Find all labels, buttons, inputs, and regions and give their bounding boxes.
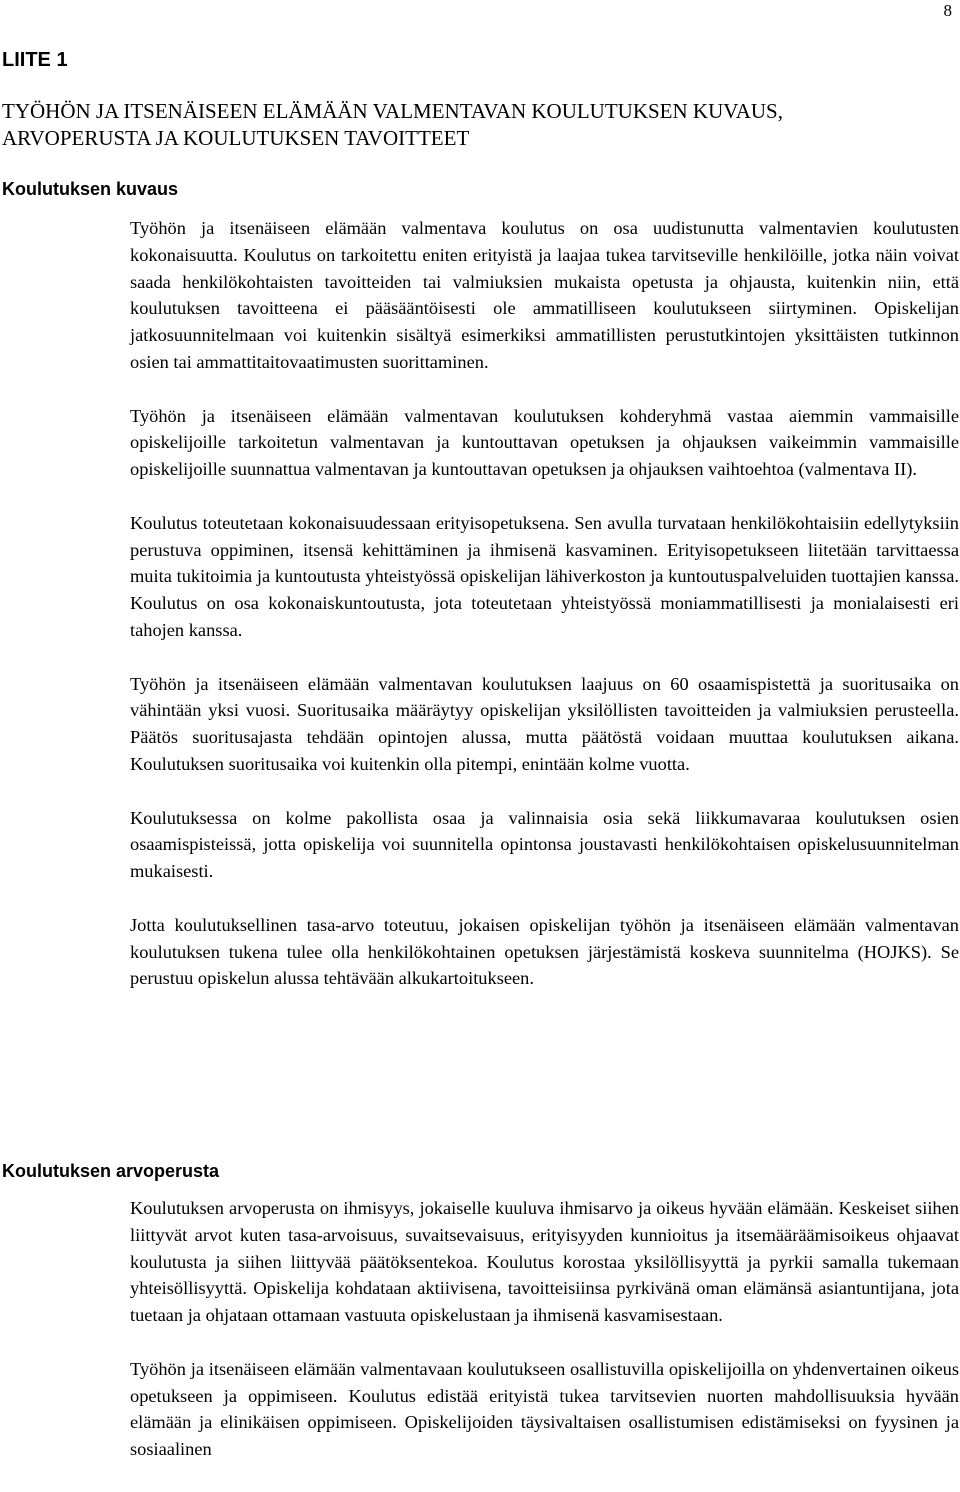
title-line-1: TYÖHÖN JA ITSENÄISEEN ELÄMÄÄN VALMENTAVAN KOULUTUKSEN KUVAUS, (2, 99, 783, 123)
document-title (2, 98, 952, 152)
paragraph: Koulutus toteutetaan kokonaisuudessaan erityisopetuksena. Sen avulla turvataan henkilökohtaisiin edellytyksiin perustuva oppiminen, itsensä kehittäminen ja ihmisenä kasvaminen. Erityisopetukseen liitetään tarvittaessa muita tukitoimia ja kuntoutusta yhteistyössä opiskelijan lähiverkoston ja kuntoutuspalveluiden tuottajien kanssa. Koulutus on osa kokonaiskuntoutusta, jota toteutetaan yhteistyössä moniammatillisesti ja monialaisesti eri tahojen kanssa. (130, 512, 959, 640)
section-body-koulutuksen-arvoperusta (130, 1195, 959, 1463)
appendix-label: LIITE 1 (2, 49, 68, 71)
paragraph: Työhön ja itsenäiseen elämään valmentavan koulutuksen kohderyhmä vastaa aiemmin vammaisille opiskelijoille tarkoitetun valmentavan ja kuntouttavan opetuksen ja ohjauksen vaikeimmin vammaisille opiskelijoille suunnattua valmentavan ja kuntouttavan opetuksen ja ohjauksen vaihtoehtoa (valmentava II). (130, 405, 959, 480)
paragraph: Jotta koulutuksellinen tasa-arvo toteutuu, jokaisen opiskelijan työhön ja itsenäiseen elämään valmentavan koulutuksen tukena tulee olla henkilökohtainen opetuksen järjestämistä koskeva suunnitelma (HOJKS). Se perustuu opiskelun alussa tehtävään alkukartoitukseen. (130, 914, 959, 989)
paragraph: Työhön ja itsenäiseen elämään valmentavaan koulutukseen osallistuvilla opiskelijoilla on yhdenvertainen oikeus opetukseen ja oppimiseen. Koulutus edistää erityistä tukea tarvitsevien nuorten mahdollisuuksia hyvään elämään ja elinikäisen oppimiseen. Opiskelijoiden täysivaltaisen osallistumisen edistämiseksi on fyysinen ja sosiaalinen (130, 1358, 959, 1460)
paragraph: Koulutuksen arvoperusta on ihmisyys, jokaiselle kuuluva ihmisarvo ja oikeus hyvään elämään. Keskeiset siihen liittyvät arvot kuten tasa-arvoisuus, suvaitsevaisuus, erityisyyden kunnioitus ja itsemääräämisoikeus ohjaavat koulutusta ja siihen liittyvää päätöksentekoa. Koulutus korostaa yksilöllisyyttä ja pyrkii samalla tukemaan yhteisöllisyyttä. Opiskelija kohdataan aktiivisena, tavoitteisiinsa pyrkivänä oman elämänsä asiantuntijana, jota tuetaan ja ohjataan ottamaan vastuuta opiskelustaan ja ihmisenä kasvamisestaan. (130, 1198, 959, 1326)
paragraph: Työhön ja itsenäiseen elämään valmentava koulutus on osa uudistunutta valmentavien koulutusten kokonaisuutta. Koulutus on tarkoitettu eniten erityistä ja laajaa tukea tarvitseville henkilöille, jotka näin voivat saada henkilökohtaisten tavoitteiden tai valmiuksien mukaista opetusta ja ohjausta, kuitenkin niin, että koulutuksen tavoitteena ei pääsääntöisesti ole ammatilliseen koulutukseen siirtyminen. Opiskelijan jatkosuunnitelmaan voi kuitenkin sisältyä esimerkiksi ammatillisten perustutkintojen yksittäisten tutkinnon osien tai ammattitaitovaatimusten suorittaminen. (130, 218, 959, 372)
section-heading-koulutuksen-arvoperusta: Koulutuksen arvoperusta (2, 1161, 220, 1181)
section-body-koulutuksen-kuvaus (130, 215, 959, 992)
section-heading-koulutuksen-kuvaus: Koulutuksen kuvaus (2, 179, 179, 199)
paragraph: Koulutuksessa on kolme pakollista osaa ja valinnaisia osia sekä liikkumavaraa koulutuksen osien osaamispisteissä, jotta opiskelija voi suunnitella opintonsa joustavasti henkilökohtaisen opiskelusuunnitelman mukaisesti. (130, 807, 959, 882)
page-number: 8 (943, 1, 952, 20)
paragraph: Työhön ja itsenäiseen elämään valmentavan koulutuksen laajuus on 60 osaamispistettä ja suoritusaika on vähintään yksi vuosi. Suoritusaika määräytyy opiskelijan yksilöllisten tavoitteiden ja valmiuksien perusteella. Päätös suoritusajasta tehdään opintojen alussa, mutta päätöstä voidaan muuttaa koulutuksen aikana. Koulutuksen suoritusaika voi kuitenkin olla pitempi, enintään kolme vuotta. (130, 673, 959, 774)
title-line-2: ARVOPERUSTA JA KOULUTUKSEN TAVOITTEET (2, 126, 470, 150)
